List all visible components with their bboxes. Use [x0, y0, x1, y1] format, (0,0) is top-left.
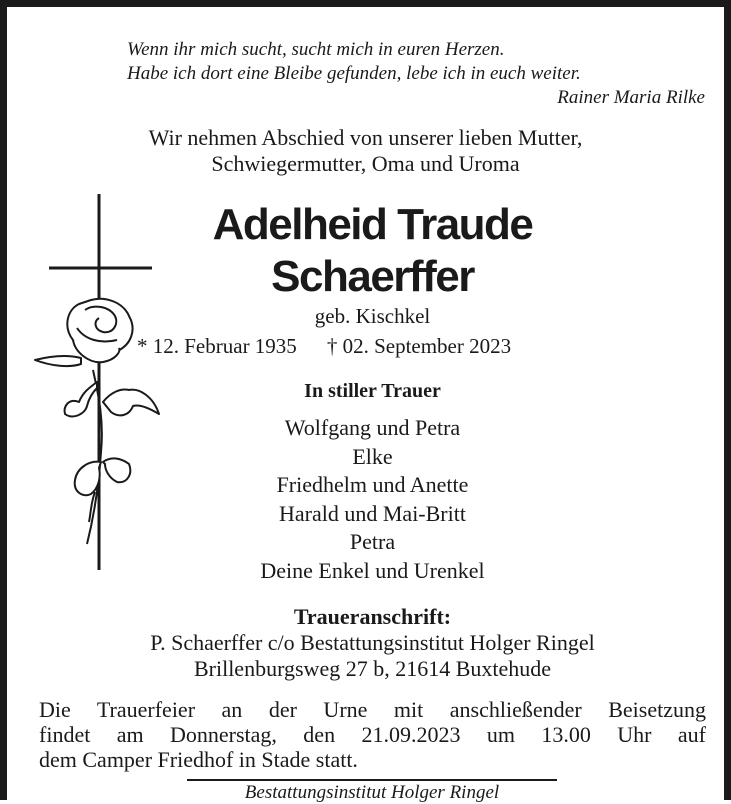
mourning-heading: In stiller Trauer [304, 380, 441, 402]
deceased-first-names: Adelheid Traude [212, 200, 533, 249]
birth-name: geb. Kischkel [314, 304, 431, 328]
farewell-text [7, 125, 724, 177]
quote-line-1: Wenn ihr mich sucht, sucht mich in euren Herzen. [127, 39, 505, 60]
deceased-surname: Schaerffer [271, 252, 474, 301]
address-label: Traueranschrift: [293, 604, 452, 629]
mourning-address [7, 604, 731, 682]
ceremony-line-2: findet am Donnerstag, den 21.09.2023 um 13.00 Uhr auf [39, 722, 706, 747]
rilke-quote [117, 38, 707, 110]
address-line-1: P. Schaerffer c/o Bestattungsinstitut Holger Ringel [150, 630, 595, 655]
mourners-list [7, 414, 731, 585]
mourner-name: Petra [349, 529, 396, 554]
address-line-2: Brillenburgsweg 27 b, 21614 Buxtehude [193, 656, 552, 681]
mourner-name: Friedhelm und Anette [276, 472, 469, 497]
mourner-name: Deine Enkel und Urenkel [260, 557, 485, 583]
deceased-name [7, 199, 731, 303]
ceremony-line-1: Die Trauerfeier an der Urne mit anschließender Beisetzung [39, 697, 706, 722]
divider [187, 779, 557, 781]
death-date: † 02. September 2023 [326, 334, 512, 358]
mourner-name: Wolfgang und Petra [284, 415, 461, 440]
farewell-line-1: Wir nehmen Abschied von unserer lieben Mutter, [148, 125, 583, 150]
birth-date: * 12. Februar 1935 [137, 334, 297, 358]
mourner-name: Elke [352, 443, 393, 469]
farewell-line-2: Schwiegermutter, Oma und Uroma [211, 151, 520, 176]
quote-line-2: Habe ich dort eine Bleibe gefunden, lebe ich in euch weiter. [127, 63, 581, 84]
mourner-name: Harald und Mai-Britt [279, 500, 466, 526]
undertaker-name: Bestattungsinstitut Holger Ringel [197, 782, 547, 804]
ceremony-line-3: dem Camper Friedhof in Stade statt. [39, 747, 358, 772]
life-dates [137, 333, 731, 359]
ceremony-info [39, 697, 706, 772]
quote-author: Rainer Maria Rilke [557, 87, 705, 108]
